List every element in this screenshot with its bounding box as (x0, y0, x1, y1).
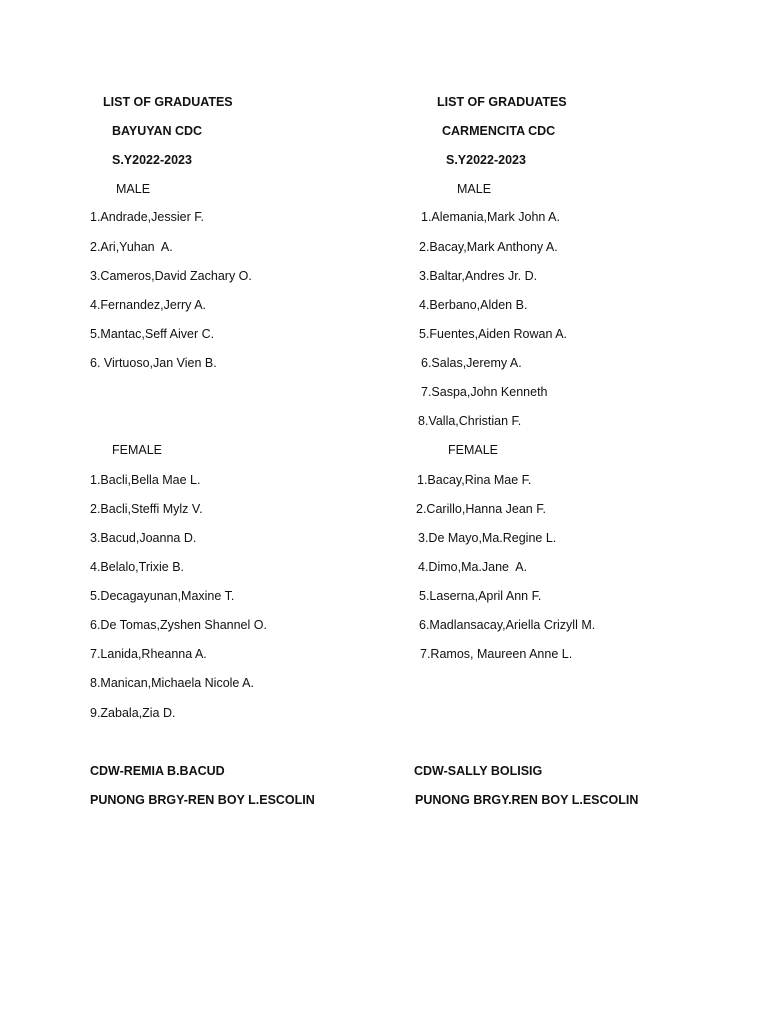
left-male-item: 1.Andrade,Jessier F. (90, 210, 204, 224)
right-male-item: 6.Salas,Jeremy A. (421, 356, 522, 370)
left-male-item: 5.Mantac,Seff Aiver C. (90, 327, 215, 341)
right-female-item: 2.Carillo,Hanna Jean F. (416, 502, 546, 516)
left-female-item: 1.Bacli,Bella Mae L. (90, 473, 201, 487)
left-list-title: LIST OF GRADUATES (103, 95, 233, 109)
right-male-item: 7.Saspa,John Kenneth (421, 385, 548, 399)
right-school-year: S.Y2022-2023 (446, 153, 526, 167)
right-female-item: 3.De Mayo,Ma.Regine L. (418, 531, 557, 545)
right-female-item: 7.Ramos, Maureen Anne L. (420, 647, 573, 661)
right-female-item: 5.Laserna,April Ann F. (419, 589, 542, 603)
right-female-item: 1.Bacay,Rina Mae F. (417, 473, 532, 487)
right-male-item: 1.Alemania,Mark John A. (421, 210, 560, 224)
right-male-item: 3.Baltar,Andres Jr. D. (419, 269, 538, 283)
left-male-item: 3.Cameros,David Zachary O. (90, 269, 252, 283)
right-male-heading: MALE (457, 182, 492, 196)
left-center-name: BAYUYAN CDC (112, 124, 203, 138)
left-female-item: 5.Decagayunan,Maxine T. (90, 589, 235, 603)
left-male-item: 4.Fernandez,Jerry A. (90, 298, 207, 312)
right-punong-brgy: PUNONG BRGY.REN BOY L.ESCOLIN (415, 793, 639, 807)
right-male-item: 4.Berbano,Alden B. (419, 298, 528, 312)
left-female-item: 7.Lanida,Rheanna A. (90, 647, 207, 661)
left-female-item: 2.Bacli,Steffi Mylz V. (90, 502, 203, 516)
right-male-item: 5.Fuentes,Aiden Rowan A. (419, 327, 568, 341)
left-female-item: 9.Zabala,Zia D. (90, 706, 176, 720)
left-male-heading: MALE (116, 182, 151, 196)
right-female-item: 4.Dimo,Ma.Jane A. (418, 560, 528, 574)
left-male-item: 6. Virtuoso,Jan Vien B. (90, 356, 217, 370)
right-male-item: 8.Valla,Christian F. (418, 414, 522, 428)
left-female-item: 8.Manican,Michaela Nicole A. (90, 676, 254, 690)
right-male-item: 2.Bacay,Mark Anthony A. (419, 240, 558, 254)
left-female-item: 3.Bacud,Joanna D. (90, 531, 197, 545)
right-cdw-signatory: CDW-SALLY BOLISIG (414, 764, 543, 778)
left-female-item: 6.De Tomas,Zyshen Shannel O. (90, 618, 267, 632)
left-female-item: 4.Belalo,Trixie B. (90, 560, 185, 574)
right-center-name: CARMENCITA CDC (442, 124, 556, 138)
left-school-year: S.Y2022-2023 (112, 153, 192, 167)
left-cdw-signatory: CDW-REMIA B.BACUD (90, 764, 225, 778)
right-female-item: 6.Madlansacay,Ariella Crizyll M. (419, 618, 596, 632)
left-male-item: 2.Ari,Yuhan A. (90, 240, 173, 254)
left-female-heading: FEMALE (112, 443, 163, 457)
right-list-title: LIST OF GRADUATES (437, 95, 567, 109)
right-female-heading: FEMALE (448, 443, 499, 457)
left-punong-brgy: PUNONG BRGY-REN BOY L.ESCOLIN (90, 793, 315, 807)
